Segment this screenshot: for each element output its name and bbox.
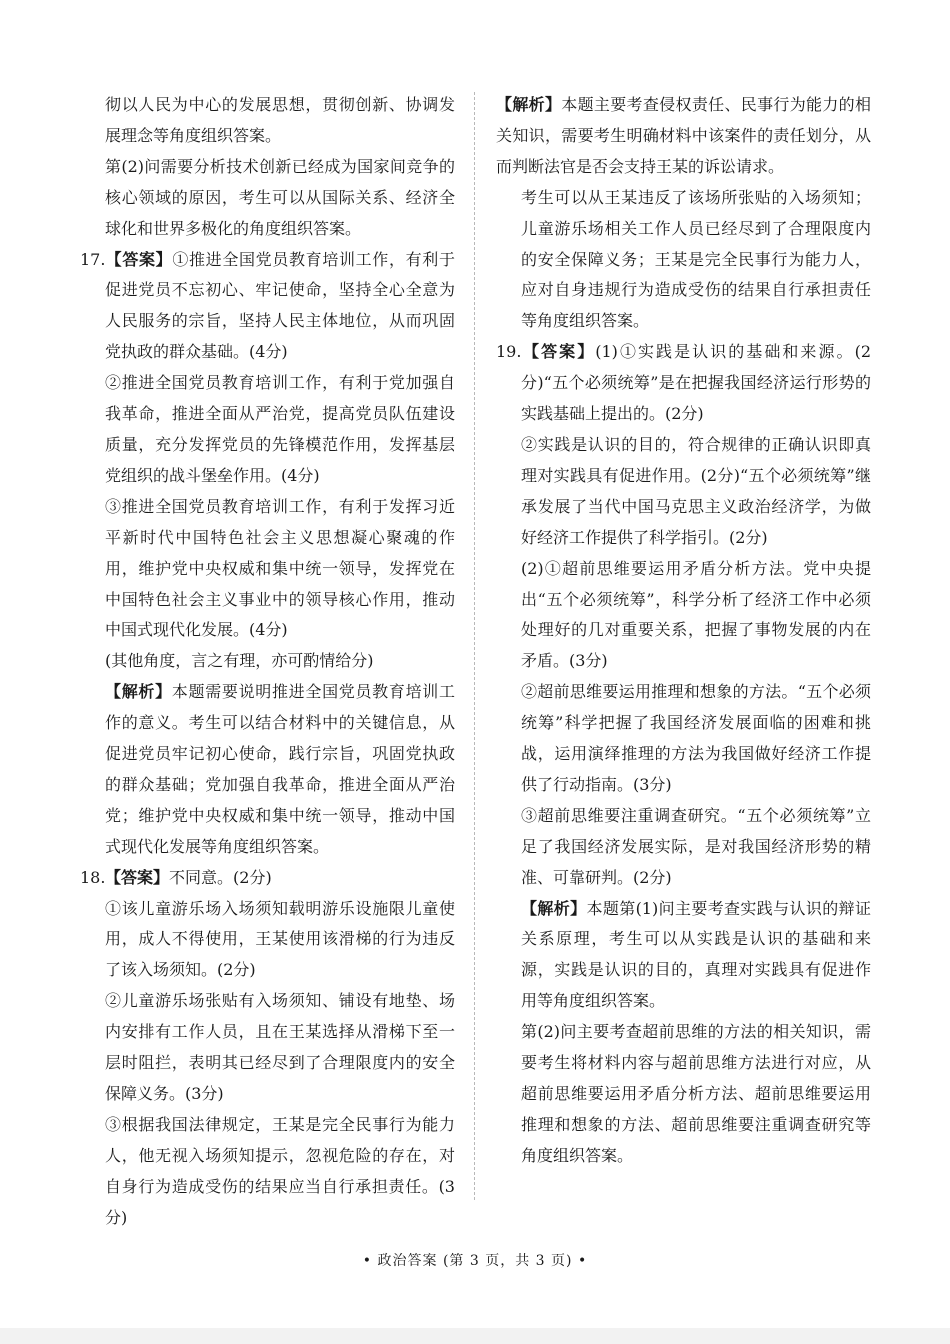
q17-number: 17. <box>80 249 106 269</box>
q19-answer-3: (2)①超前思维要运用矛盾分析方法。党中央提出“五个必须统筹”，科学分析了经济工作中必须处理好的几对重要关系，把握了事物发展的内在矛盾。(3分) <box>521 558 871 671</box>
q17-analysis <box>80 677 455 862</box>
q19-answer-1-text: (1)①实践是认识的基础和来源。(2分)“五个必须统筹”是在把握我国经济运行形势的实践基础上提出的。(2分) <box>521 342 871 424</box>
intro-paragraph-1: 彻以人民为中心的发展思想，贯彻创新、协调发展理念等角度组织答案。 <box>105 95 455 145</box>
q19-analysis-1 <box>496 894 871 1018</box>
q19-answer-4: ②超前思维要运用推理和想象的方法。“五个必须统筹”科学把握了我国经济发展面临的困难和挑战，运用演绎推理的方法为我国做好经济工作提供了行动指南。(3分) <box>521 682 871 794</box>
q18-number: 18. <box>80 867 106 887</box>
column-divider <box>474 92 475 1200</box>
page-footer: • 政治答案 (第 3 页，共 3 页) • <box>362 1253 588 1269</box>
q17-answer-2: ②推进全国党员教育培训工作，有利于党加强自我革命，推进全面从严治党，提高党员队伍建设质量，充分发挥党员的先锋模范作用，发挥基层党组织的战斗堡垒作用。(4分) <box>105 373 455 485</box>
q19-analysis-2: 第(2)问主要考查超前思维的方法的相关知识，需要考生将材料内容与超前思维方法进行对应，从超前思维要运用矛盾分析方法、超前思维要运用推理和想象的方法、超前思维要注重调查研究等角度组织答案。 <box>521 1022 871 1165</box>
q17-answer-3: ③推进全国党员教育培训工作，有利于发挥习近平新时代中国特色社会主义思想凝心聚魂的作用，维护党中央权威和集中统一领导，发挥党在中国特色社会主义事业中的领导核心作用，推动中国式现代化发展。(4分) <box>105 496 455 640</box>
right-column <box>496 90 871 1172</box>
q18-answer-0-text: 不同意。(2分) <box>169 867 272 887</box>
q19-analysis-text-1: 本题第(1)问主要考查实践与认识的辩证关系原理，考生可以从实践是认识的基础和来源，实践是认识的目的，真理对实践具有促进作用等角度组织答案。 <box>521 898 871 1011</box>
q18-analysis-tag: 【解析】 <box>496 95 562 114</box>
q18-answer-2: ②儿童游乐场张贴有入场须知、铺设有地垫、场内安排有工作人员，且在王某选择从滑梯下至一层时阻拦，表明其已经尽到了合理限度内的安全保障义务。(3分) <box>105 991 455 1103</box>
q17-note: (其他角度，言之有理，亦可酌情给分) <box>105 651 374 671</box>
intro-paragraph-2: 第(2)问需要分析技术创新已经成为国家间竞争的核心领域的原因，考生可以从国际关系、经济全球化和世界多极化的角度组织答案。 <box>105 156 455 238</box>
q18-answer-tag: 【答案】 <box>105 867 170 887</box>
q17-analysis-text: 本题需要说明推进全国党员教育培训工作的意义。考生可以结合材料中的关键信息，从促进党员牢记初心使命，践行宗旨，巩固党执政的群众基础；党加强自我革命，推进全面从严治党；维护党中央权威和集中统一领导，推动中国式现代化发展等角度组织答案。 <box>105 682 455 856</box>
q18-analysis-2: 考生可以从王某违反了该场所张贴的入场须知；儿童游乐场相关工作人员已经尽到了合理限度内的安全保障义务；王某是完全民事行为能力人，应对自身违规行为造成受伤的结果自行承担责任等角度组织答案。 <box>521 187 871 331</box>
bottom-edge-strip <box>0 1328 950 1344</box>
q19-answer-tag: 【答案】 <box>521 342 596 362</box>
q18-answer-3: ③根据我国法律规定，王某是完全民事行为能力人，他无视入场须知提示，忽视危险的存在，对自身行为造成受伤的结果应当自行承担责任。(3分) <box>105 1114 455 1227</box>
left-column <box>80 90 455 1234</box>
q17-answer-1-text: ①推进全国党员教育培训工作，有利于促进党员不忘初心、牢记使命，坚持全心全意为人民服务的宗旨，坚持人民主体地位，从而巩固党执政的群众基础。(4分) <box>105 249 455 362</box>
q17-answer-1 <box>80 245 455 369</box>
q19-analysis-tag: 【解析】 <box>521 898 587 918</box>
q17-answer-tag: 【答案】 <box>105 249 173 269</box>
q19-answer-5: ③超前思维要注重调查研究。“五个必须统筹”立足了我国经济发展实际，是对我国经济形势的精准、可靠研判。(2分) <box>521 805 871 887</box>
q18-analysis <box>496 90 871 183</box>
q17-analysis-tag: 【解析】 <box>105 682 172 702</box>
q19-number: 19. <box>496 342 522 362</box>
q18-answer-1: ①该儿童游乐场入场须知载明游乐设施限儿童使用，成人不得使用，王某使用该滑梯的行为违反了该入场须知。(2分) <box>105 898 455 980</box>
q19-answer-1 <box>496 337 871 430</box>
q18-answer-0 <box>80 863 455 894</box>
q19-answer-2: ②实践是认识的目的，符合规律的正确认识即真理对实践具有促进作用。(2分)“五个必须统筹”继承发展了当代中国马克思主义政治经济学，为做好经济工作提供了科学指引。(2分) <box>521 434 871 547</box>
q18-analysis-text-1: 本题主要考查侵权责任、民事行为能力的相关知识，需要考生明确材料中该案件的责任划分，从而判断法官是否会支持王某的诉讼请求。 <box>496 95 871 176</box>
